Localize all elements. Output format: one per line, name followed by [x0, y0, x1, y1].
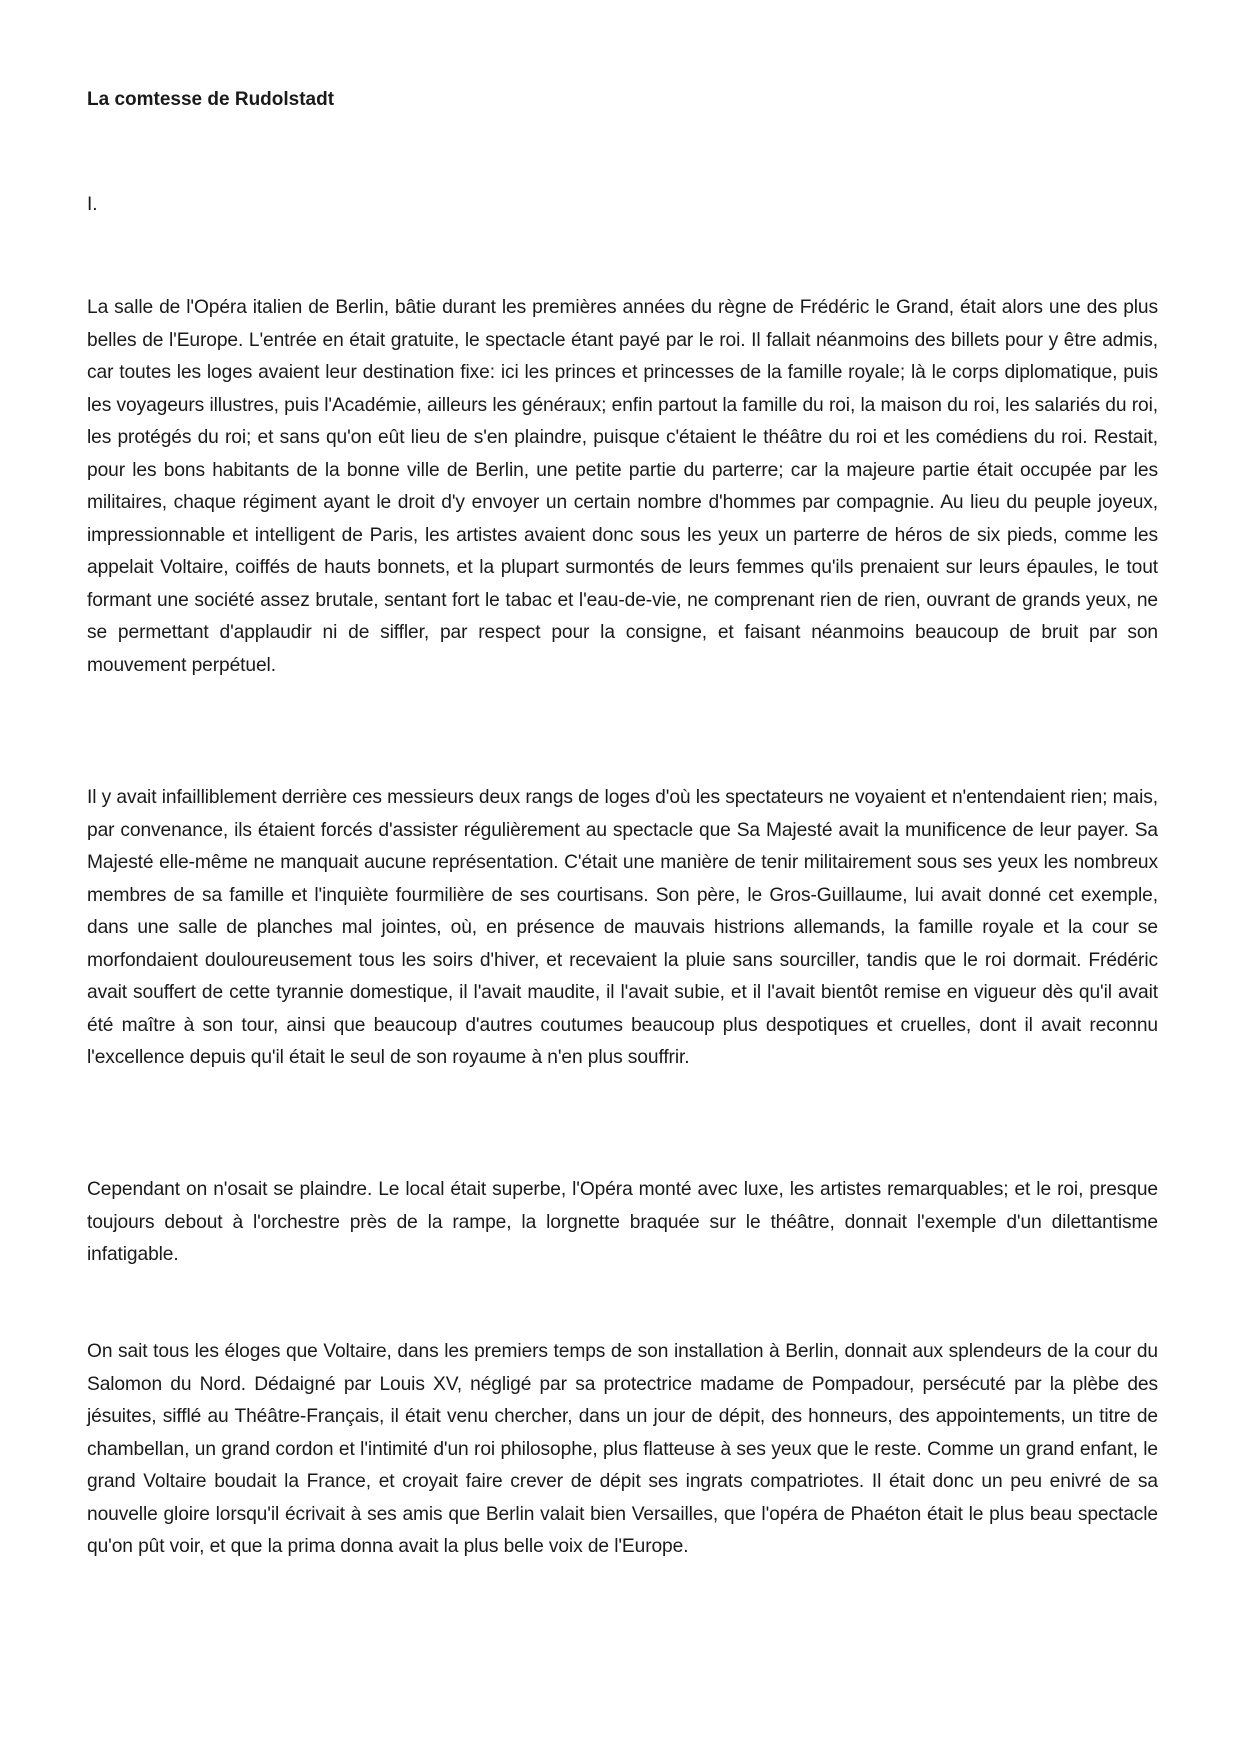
paragraph-4: On sait tous les éloges que Voltaire, dans les premiers temps de son installation à Berlin, donnait aux splendeurs de la cour du Salomon du Nord. Dédaigné par Louis XV, négligé par sa protectrice madame de Pompadour, persécuté par la plèbe des jésuites, sifflé au Théâtre-Français, il était venu chercher, dans un jour de dépit, des honneurs, des appointements, un titre de chambellan, un grand cordon et l'intimité d'un roi philosophe, plus flatteuse à ses yeux que le reste. Comme un grand enfant, le grand Voltaire boudait la France, et croyait faire crever de dépit ses ingrats compatriotes. Il était donc un peu enivré de sa nouvelle gloire lorsqu'il écrivait à ses amis que Berlin valait bien Versailles, que l'opéra de Phaéton était le plus beau spectacle qu'on pût voir, et que la prima donna avait la plus belle voix de l'Europe. [87, 1341, 1158, 1557]
chapter-heading: I. [87, 194, 98, 215]
document-title: La comtesse de Rudolstadt [87, 89, 335, 110]
paragraph-1: La salle de l'Opéra italien de Berlin, bâtie durant les premières années du règne de Frédéric le Grand, était alors une des plus belles de l'Europe. L'entrée en était gratuite, le spectacle étant payé par le roi. Il fallait néanmoins des billets pour y être admis, car toutes les loges avaient leur destination fixe: ici les princes et princesses de la famille royale; là le corps diplomatique, puis les voyageurs illustres, puis l'Académie, ailleurs les généraux; enfin partout la famille du roi, la maison du roi, les salariés du roi, les protégés du roi; et sans qu'on eût lieu de s'en plaindre, puisque c'étaient le théâtre du roi et les comédiens du roi. Restait, pour les bons habitants de la bonne ville de Berlin, une petite partie du parterre; car la majeure partie était occupée par les militaires, chaque régiment ayant le droit d'y envoyer un certain nombre d'hommes par compagnie. Au lieu du peuple joyeux, impressionnable et intelligent de Paris, les artistes avaient donc sous les yeux un parterre de héros de six pieds, comme les appelait Voltaire, coiffés de hauts bonnets, et la plupart surmontés de leurs femmes qu'ils prenaient sur leurs épaules, le tout formant une société assez brutale, sentant fort le tabac et l'eau-de-vie, ne comprenant rien de rien, ouvrant de grands yeux, ne se permettant d'applaudir ni de siffler, par respect pour la consigne, et faisant néanmoins beaucoup de bruit par son mouvement perpétuel. [87, 297, 1158, 676]
paragraph-2: Il y avait infailliblement derrière ces messieurs deux rangs de loges d'où les spectateurs ne voyaient et n'entendaient rien; mais, par convenance, ils étaient forcés d'assister régulièrement au spectacle que Sa Majesté avait la munificence de leur payer. Sa Majesté elle-même ne manquait aucune représentation. C'était une manière de tenir militairement sous ses yeux les nombreux membres de sa famille et l'inquiète fourmilière de ses courtisans. Son père, le Gros-Guillaume, lui avait donné cet exemple, dans une salle de planches mal jointes, où, en présence de mauvais histrions allemands, la famille royale et la cour se morfondaient douloureusement tous les soirs d'hiver, et recevaient la pluie sans sourciller, tandis que le roi dormait. Frédéric avait souffert de cette tyrannie domestique, il l'avait maudite, il l'avait subie, et il l'avait bientôt remise en vigueur dès qu'il avait été maître à son tour, ainsi que beaucoup d'autres coutumes beaucoup plus despotiques et cruelles, dont il avait reconnu l'excellence depuis qu'il était le seul de son royaume à n'en plus souffrir. [87, 787, 1158, 1068]
paragraph-3: Cependant on n'osait se plaindre. Le local était superbe, l'Opéra monté avec luxe, les artistes remarquables; et le roi, presque toujours debout à l'orchestre près de la rampe, la lorgnette braquée sur le théâtre, donnait l'exemple d'un dilettantisme infatigable. [87, 1179, 1158, 1265]
